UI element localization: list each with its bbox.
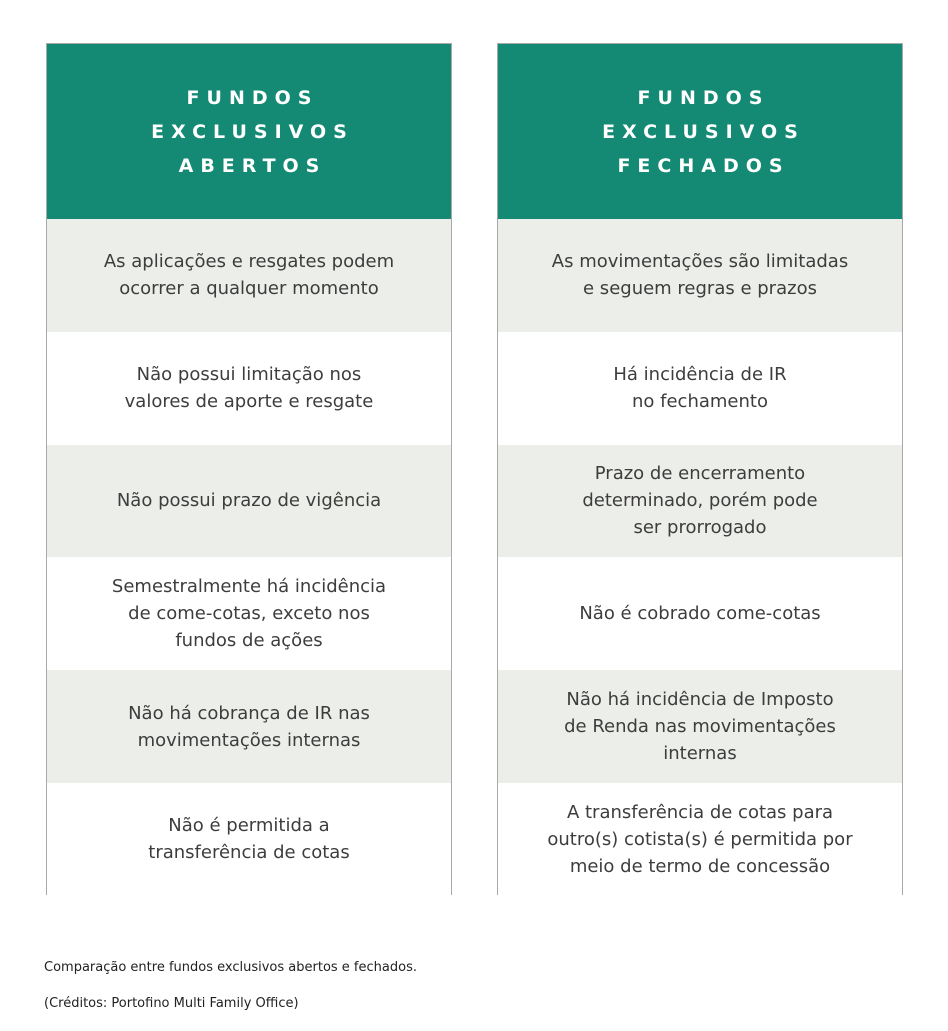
comparison-row: [47, 445, 451, 558]
comparison-row: [47, 557, 451, 670]
comparison-row: [498, 445, 902, 558]
row-text: A transferência de cotas para outro(s) cotista(s) é permitida por meio de termo de concessão: [547, 801, 853, 877]
caption-credits: (Créditos: Portofino Multi Family Office): [44, 996, 299, 1011]
row-text: As aplicações e resgates podem ocorrer a qualquer momento: [103, 251, 395, 300]
column-title: FUNDOS EXCLUSIVOS ABERTOS: [151, 86, 354, 177]
column-header: [498, 44, 902, 219]
row-text: As movimentações são limitadas e seguem regras e prazos: [551, 251, 849, 300]
comparison-row: [47, 332, 451, 445]
comparison-row: [498, 332, 902, 445]
comparison-row: [47, 219, 451, 332]
row-text: Semestralmente há incidência de come-cotas, exceto nos fundos de ações: [111, 576, 387, 652]
row-text: Não há incidência de Imposto de Renda nas movimentações internas: [564, 689, 836, 765]
comparison-row: [498, 219, 902, 332]
figure-caption: [44, 941, 417, 1031]
row-text: Não possui prazo de vigência: [116, 490, 382, 512]
row-text: Não possui limitação nos valores de aporte e resgate: [124, 364, 374, 413]
row-text: Há incidência de IR no fechamento: [613, 364, 787, 413]
column-title: FUNDOS EXCLUSIVOS FECHADOS: [602, 86, 805, 177]
comparison-row: [498, 670, 902, 783]
column-header: [47, 44, 451, 219]
comparison-row: [498, 783, 902, 896]
comparison-row: [47, 783, 451, 896]
comparison-row: [498, 557, 902, 670]
row-text: Prazo de encerramento determinado, porém pode ser prorrogado: [582, 463, 818, 539]
caption-line: Comparação entre fundos exclusivos abertos e fechados.: [44, 960, 417, 975]
row-text: Não é cobrado come-cotas: [579, 603, 821, 625]
column-closed-funds: [497, 43, 903, 895]
row-text: Não há cobrança de IR nas movimentações internas: [128, 702, 370, 751]
column-open-funds: [46, 43, 452, 895]
row-text: Não é permitida a transferência de cotas: [148, 815, 350, 864]
comparison-row: [47, 670, 451, 783]
